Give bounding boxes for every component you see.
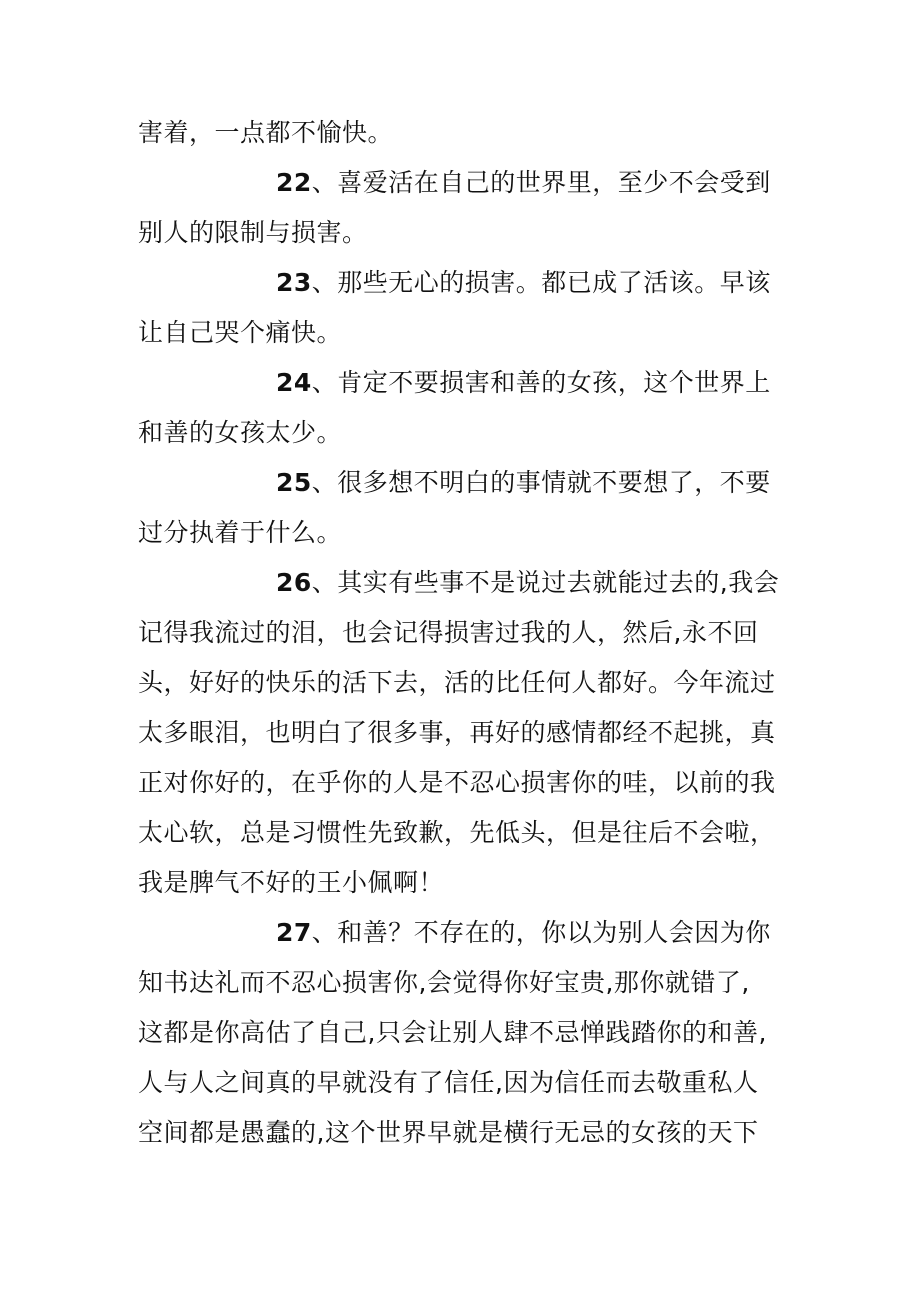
item-text: 、和善？不存在的，你以为别人会因为你	[311, 918, 771, 947]
text-line: 太多眼泪，也明白了很多事，再好的感情都经不起挑，真	[138, 718, 776, 747]
item-text: 、肯定不要损害和善的女孩，这个世界上	[311, 368, 771, 397]
item-27-first-line	[276, 916, 796, 950]
text-line: 人与人之间真的早就没有了信任,因为信任而去敬重私人	[138, 1068, 759, 1097]
item-text: 、其实有些事不是说过去就能过去的,我会	[311, 568, 780, 597]
item-23-first-line	[276, 266, 796, 300]
item-text: 、那些无心的损害。都已成了活该。早该	[311, 268, 771, 297]
text-line: 记得我流过的泪，也会记得损害过我的人，然后,永不回	[138, 618, 759, 647]
item-number: 25	[276, 468, 312, 497]
item-number: 26	[276, 568, 312, 597]
text-line: 空间都是愚蠢的,这个世界早就是横行无忌的女孩的天下	[138, 1118, 759, 1147]
text-line: 正对你好的，在乎你的人是不忍心损害你的哇，以前的我	[138, 768, 776, 797]
item-24-first-line	[276, 366, 796, 400]
text-line: 头，好好的快乐的活下去，活的比任何人都好。今年流过	[138, 668, 776, 697]
item-number: 23	[276, 268, 312, 297]
text-line: 过分执着于什么。	[138, 518, 343, 547]
item-text: 、很多想不明白的事情就不要想了，不要	[311, 468, 771, 497]
text-line: 太心软，总是习惯性先致歉，先低头，但是往后不会啦，	[138, 818, 776, 847]
text-line: 我是脾气不好的王小佩啊！	[138, 868, 445, 897]
item-text: 、喜爱活在自己的世界里，至少不会受到	[311, 168, 771, 197]
item-number: 24	[276, 368, 312, 397]
text-line: 让自己哭个痛快。	[138, 318, 343, 347]
item-25-first-line	[276, 466, 796, 500]
item-number: 27	[276, 918, 312, 947]
text-line: 别人的限制与损害。	[138, 218, 368, 247]
text-line: 害着，一点都不愉快。	[138, 118, 394, 147]
text-line: 和善的女孩太少。	[138, 418, 343, 447]
item-26-first-line	[276, 566, 796, 600]
text-line: 这都是你高估了自己,只会让别人肆不忌惮践踏你的和善,	[138, 1018, 767, 1047]
item-22-first-line	[276, 166, 796, 200]
item-number: 22	[276, 168, 312, 197]
text-line: 知书达礼而不忍心损害你,会觉得你好宝贵,那你就错了,	[138, 968, 750, 997]
